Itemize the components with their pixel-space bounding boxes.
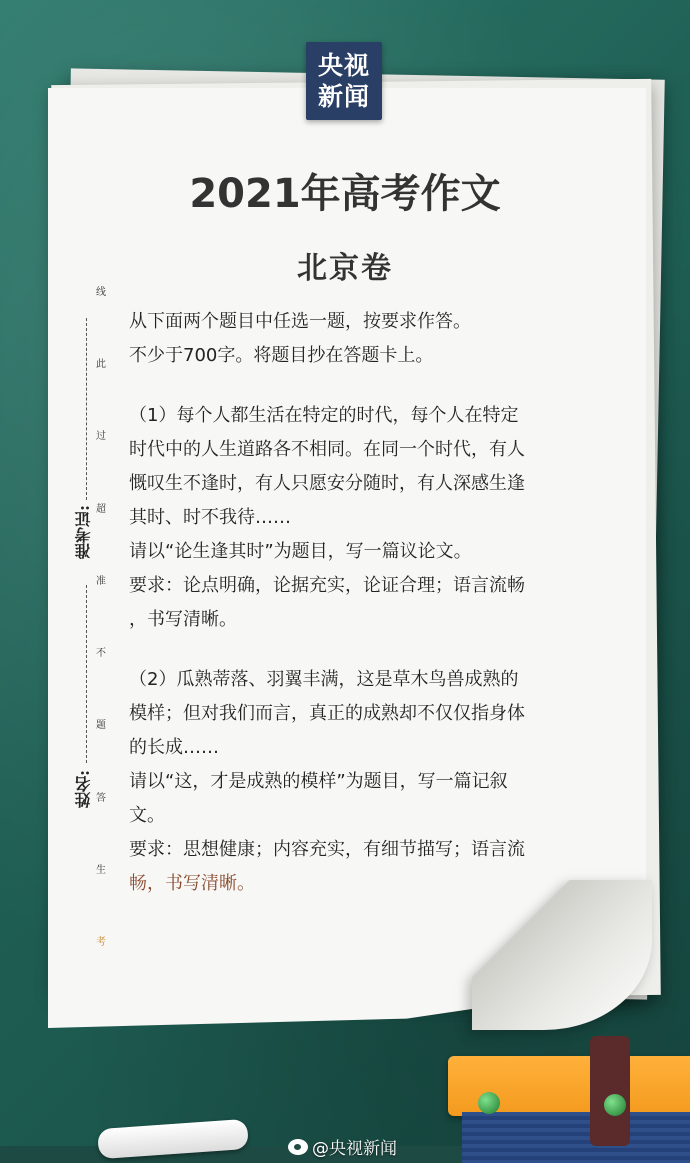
weibo-icon: [288, 1139, 308, 1155]
q1-line: 慨叹生不逢时，有人只愿安分随时，有人深感生逢: [129, 473, 525, 494]
binding-line-middle: [86, 585, 87, 763]
eraser-body: [462, 1112, 690, 1163]
paper-curl-corner: [472, 880, 652, 1030]
binding-char: 过: [96, 431, 106, 443]
weibo-watermark: [288, 1134, 397, 1159]
binding-line-top: [86, 318, 87, 500]
q2-line: 请以“这，才是成熟的模样”为题目，写一篇记叙: [129, 771, 508, 792]
page-title: 2021年高考作文: [189, 171, 501, 217]
q1-line: 时代中的人生道路各不相同。在同一个时代，有人: [129, 439, 525, 460]
page-subtitle: 北京卷: [297, 251, 393, 286]
binding-char: 线: [96, 287, 106, 298]
cctv-news-logo: [306, 42, 382, 120]
binding-char: 超: [96, 503, 106, 515]
binding-char: 题: [96, 720, 106, 732]
name-label: 姓名:: [74, 770, 93, 808]
binding-char: 考: [96, 936, 106, 948]
essay-prompt: [129, 305, 629, 901]
q1-line: 其时、时不我待……: [129, 507, 291, 528]
intro-line: 从下面两个题目中任选一题，按要求作答。: [129, 311, 471, 332]
intro-line: 不少于700字。将题目抄在答题卡上。: [129, 345, 434, 366]
exam-id-label: 准考证:: [74, 505, 93, 559]
logo-line2: 新闻: [317, 82, 370, 111]
binding-char: 不: [96, 648, 106, 660]
binding-char: 答: [96, 792, 106, 804]
stud-icon: [604, 1094, 626, 1116]
binding-vertical-text: [94, 288, 108, 948]
binding-char: 生: [96, 864, 106, 876]
q1-line: ，书写清晰。: [129, 609, 237, 630]
stud-icon: [478, 1092, 500, 1114]
q1-line: 要求：论点明确，论据充实，论证合理；语言流畅: [129, 575, 525, 596]
q2-line: 的长成……: [129, 737, 219, 758]
logo-line1: 央视: [317, 51, 370, 80]
q2-line: 畅，书写清晰。: [129, 873, 255, 894]
q2-line: 文。: [129, 805, 165, 826]
q2-line: （2）瓜熟蒂落、羽翼丰满，这是草木鸟兽成熟的: [129, 669, 519, 690]
watermark-text: @央视新闻: [312, 1139, 397, 1159]
eraser-strap: [590, 1036, 630, 1146]
binding-char: 准: [96, 575, 106, 587]
q1-line: 请以“论生逢其时”为题目，写一篇议论文。: [129, 541, 472, 562]
q2-line: 要求：思想健康；内容充实，有细节描写；语言流: [129, 839, 525, 860]
q2-line: 模样；但对我们而言，真正的成熟却不仅仅指身体: [129, 703, 525, 724]
binding-char: 此: [96, 359, 106, 371]
q1-line: （1）每个人都生活在特定的时代，每个人在特定: [129, 405, 519, 426]
